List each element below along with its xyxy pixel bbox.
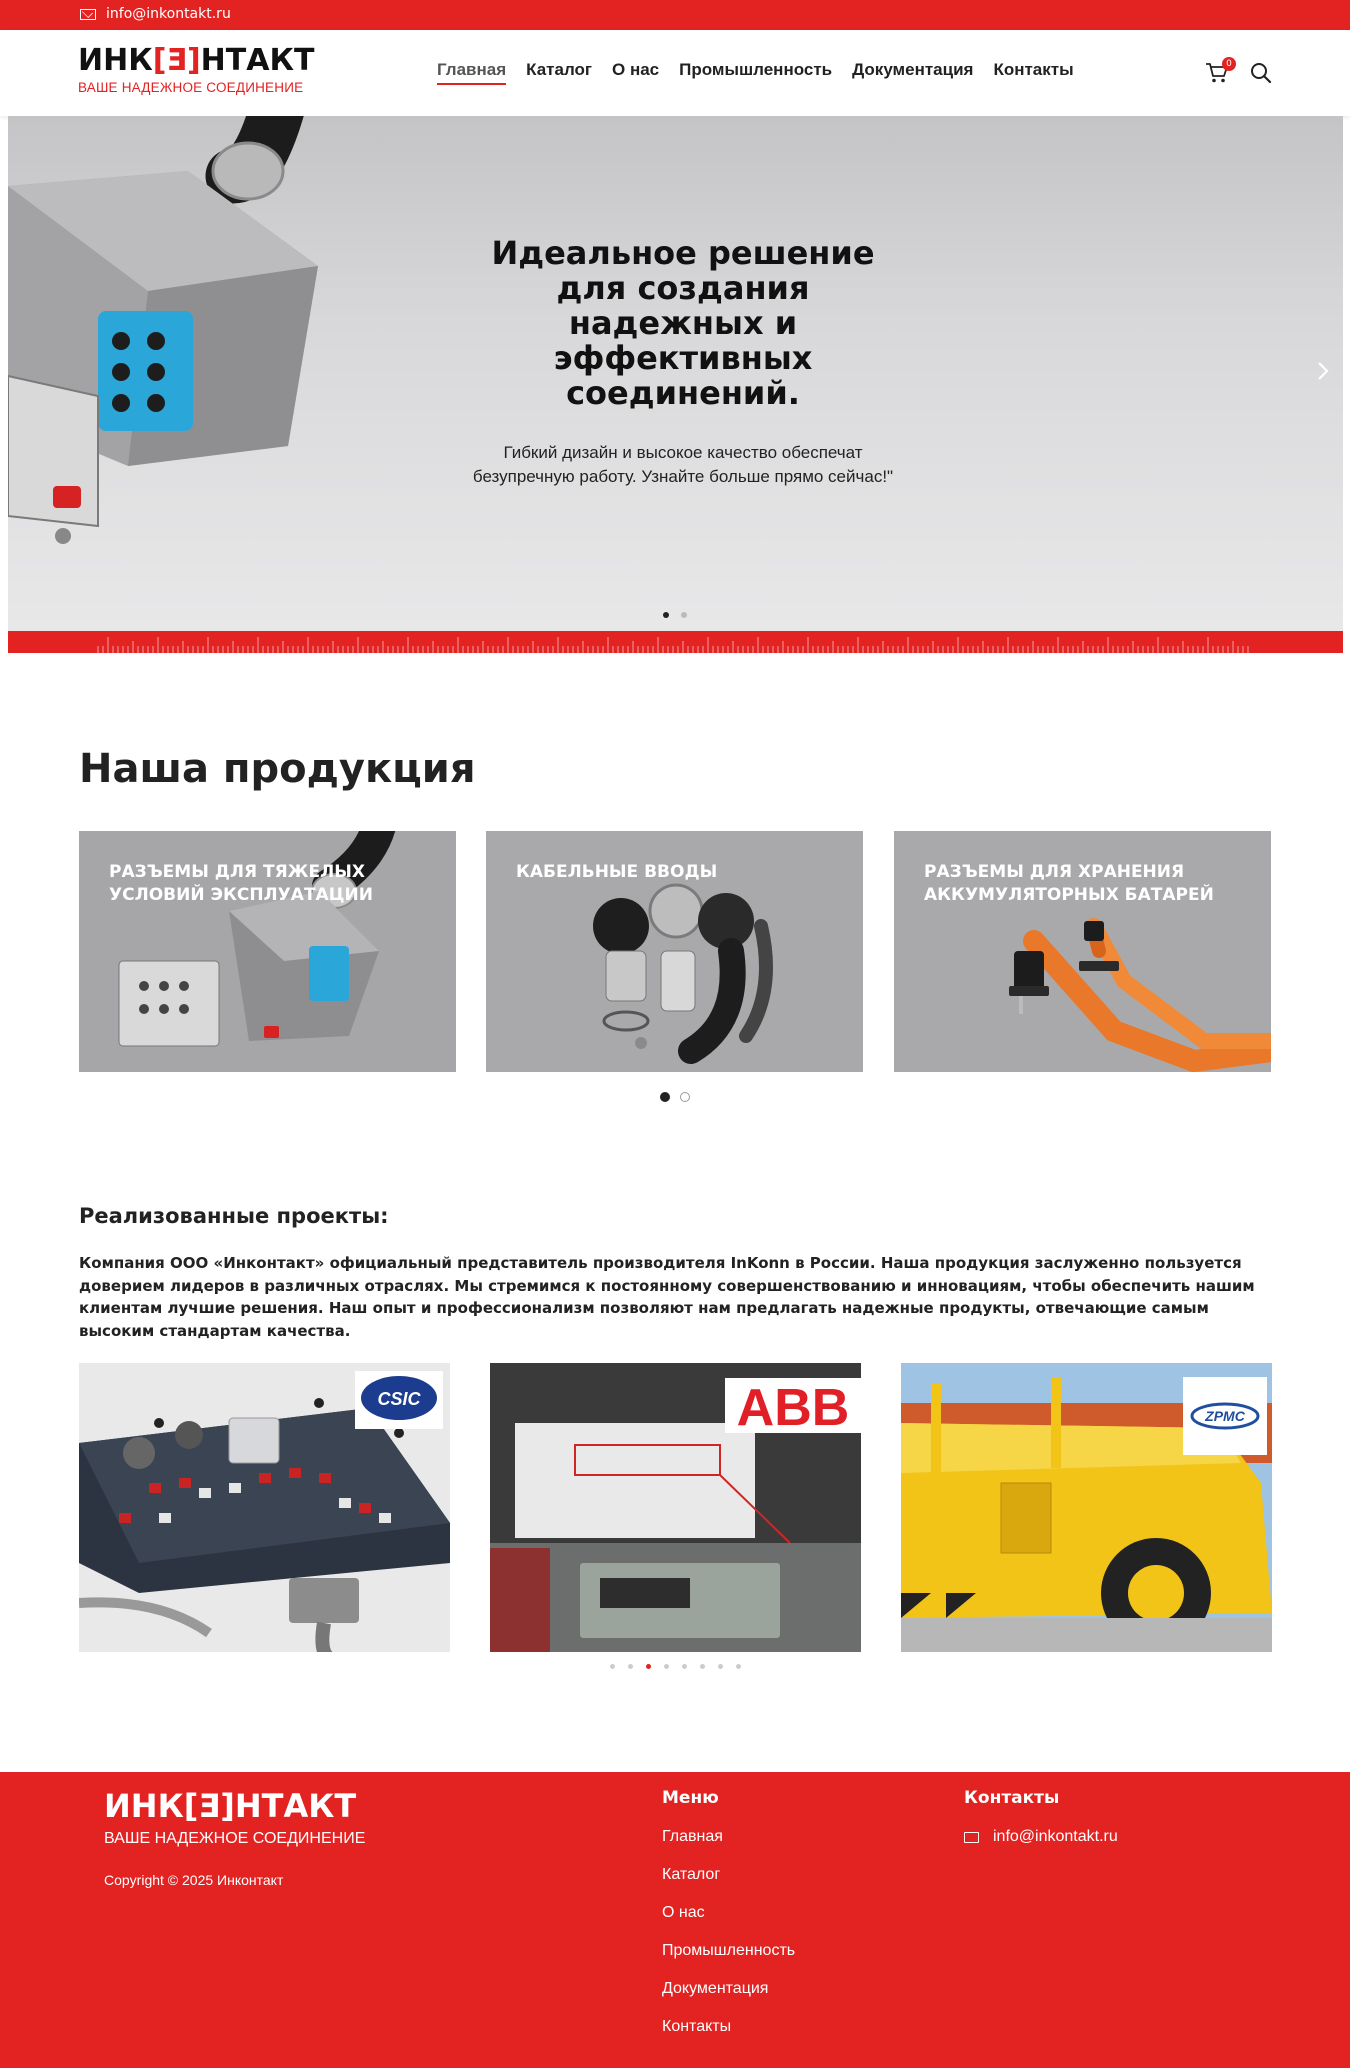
nav-item-home[interactable]: Главная bbox=[437, 60, 506, 85]
top-email-text: info@inkontakt.ru bbox=[106, 6, 231, 22]
projects-dot-1[interactable] bbox=[610, 1664, 615, 1669]
footer-menu-docs[interactable]: Документация bbox=[662, 1980, 769, 1997]
cart-count-badge: 0 bbox=[1222, 57, 1236, 71]
nav-item-industry[interactable]: Промышленность bbox=[679, 60, 833, 79]
search-icon[interactable] bbox=[1250, 62, 1272, 84]
logo-name-part1: ИНК bbox=[78, 43, 153, 78]
mail-icon bbox=[80, 9, 96, 20]
products-dot-2[interactable] bbox=[680, 1092, 690, 1102]
nav-item-about[interactable]: О нас bbox=[612, 60, 660, 79]
footer-contacts-title: Контакты bbox=[964, 1788, 1060, 1808]
top-email-link[interactable] bbox=[80, 6, 231, 22]
top-bar bbox=[0, 0, 1350, 30]
projects-title: Реализованные проекты: bbox=[79, 1204, 389, 1228]
site-footer bbox=[0, 1772, 1350, 2068]
site-header bbox=[0, 30, 1350, 116]
footer-logo-name: ИНК[Ǝ]НТАКТ bbox=[104, 1787, 357, 1825]
footer-logo-tagline: ВАШЕ НАДЕЖНОЕ СОЕДИНЕНИЕ bbox=[104, 1830, 366, 1847]
product-card-cable-glands[interactable] bbox=[486, 831, 863, 1072]
product-card-battery-connectors[interactable] bbox=[894, 831, 1271, 1072]
ruler-decoration bbox=[8, 631, 1343, 653]
projects-dot-7[interactable] bbox=[718, 1664, 723, 1669]
projects-dot-2[interactable] bbox=[628, 1664, 633, 1669]
project-card-csic[interactable] bbox=[79, 1363, 450, 1652]
footer-menu-catalog[interactable]: Каталог bbox=[662, 1866, 721, 1883]
footer-menu-title: Меню bbox=[662, 1788, 719, 1808]
footer-menu bbox=[662, 1827, 795, 2055]
projects-dot-5[interactable] bbox=[682, 1664, 687, 1669]
logo-name-part2: НТАКТ bbox=[200, 43, 315, 78]
footer-menu-industry[interactable]: Промышленность bbox=[662, 1942, 796, 1959]
footer-email-link[interactable] bbox=[964, 1828, 1118, 1846]
hero-text-block bbox=[468, 236, 898, 489]
hero-subtitle: Гибкий дизайн и высокое качество обеспечат безупречную работу. Узнайте больше прямо сейчас!" bbox=[472, 443, 894, 486]
footer-menu-about[interactable]: О нас bbox=[662, 1904, 705, 1921]
projects-dot-3[interactable] bbox=[646, 1664, 651, 1669]
mail-icon bbox=[964, 1832, 979, 1843]
product-card-label: РАЗЪЕМЫ ДЛЯ ТЯЖЕЛЫХ УСЛОВИЙ ЭКСПЛУАТАЦИИ bbox=[109, 862, 373, 905]
hero-pagination bbox=[663, 612, 687, 618]
csic-logo-text: CSIC bbox=[377, 1389, 421, 1409]
projects-pagination bbox=[610, 1664, 741, 1669]
site-logo[interactable] bbox=[78, 44, 314, 95]
project-image-abb bbox=[490, 1363, 861, 1652]
hero-connector-image bbox=[8, 116, 488, 631]
hero-dot-1[interactable] bbox=[663, 612, 669, 618]
product-card-label: РАЗЪЕМЫ ДЛЯ ХРАНЕНИЯ АККУМУЛЯТОРНЫХ БАТАРЕЙ bbox=[924, 862, 1214, 905]
projects-dot-8[interactable] bbox=[736, 1664, 741, 1669]
projects-description: Компания ООО «Инконтакт» официальный представитель производителя InKonn в России. Наша продукция заслуженно пользуется доверием лидеров в различных отраслях. Мы стремимся к постоянному совершенствованию и инновациям, чтобы обеспечить нашим клиентам лучшие решения. Наш опыт и профессионализм позволяют нам предлагать надежные продукты, отвечающие самым высоким стандартам качества. bbox=[79, 1254, 1255, 1340]
footer-logo[interactable] bbox=[104, 1788, 365, 1848]
footer-copyright: Copyright © 2025 Инконтакт bbox=[104, 1872, 284, 1888]
product-card-heavy-duty[interactable] bbox=[79, 831, 456, 1072]
product-card-label: КАБЕЛЬНЫЕ ВВОДЫ bbox=[516, 862, 718, 882]
main-nav bbox=[437, 60, 1074, 85]
hero-slider bbox=[8, 116, 1343, 631]
nav-item-catalog[interactable]: Каталог bbox=[526, 60, 592, 79]
nav-item-docs[interactable]: Документация bbox=[852, 60, 974, 79]
products-pagination bbox=[660, 1092, 690, 1102]
footer-menu-contacts[interactable]: Контакты bbox=[662, 2018, 732, 2035]
zpmc-logo-text: ZPMC bbox=[1205, 1408, 1245, 1424]
chevron-right-icon[interactable] bbox=[1313, 356, 1333, 386]
products-dot-1[interactable] bbox=[660, 1092, 670, 1102]
logo-bracket: [Ǝ] bbox=[152, 43, 201, 78]
products-title: Наша продукция bbox=[79, 746, 476, 792]
logo-name bbox=[78, 44, 314, 78]
project-card-abb[interactable] bbox=[490, 1363, 861, 1652]
logo-tagline: ВАШЕ НАДЕЖНОЕ СОЕДИНЕНИЕ bbox=[78, 80, 304, 95]
nav-item-contacts[interactable]: Контакты bbox=[993, 60, 1074, 79]
projects-dot-4[interactable] bbox=[664, 1664, 669, 1669]
hero-dot-2[interactable] bbox=[681, 612, 687, 618]
abb-logo-text: ABB bbox=[736, 1379, 850, 1437]
project-image-csic bbox=[79, 1363, 450, 1652]
project-image-zpmc bbox=[901, 1363, 1272, 1652]
projects-dot-6[interactable] bbox=[700, 1664, 705, 1669]
project-card-zpmc[interactable] bbox=[901, 1363, 1272, 1652]
footer-email-text: info@inkontakt.ru bbox=[993, 1828, 1118, 1845]
hero-title: Идеальное решение для создания надежных и эффективных соединений. bbox=[491, 234, 875, 412]
footer-menu-home[interactable]: Главная bbox=[662, 1828, 723, 1845]
